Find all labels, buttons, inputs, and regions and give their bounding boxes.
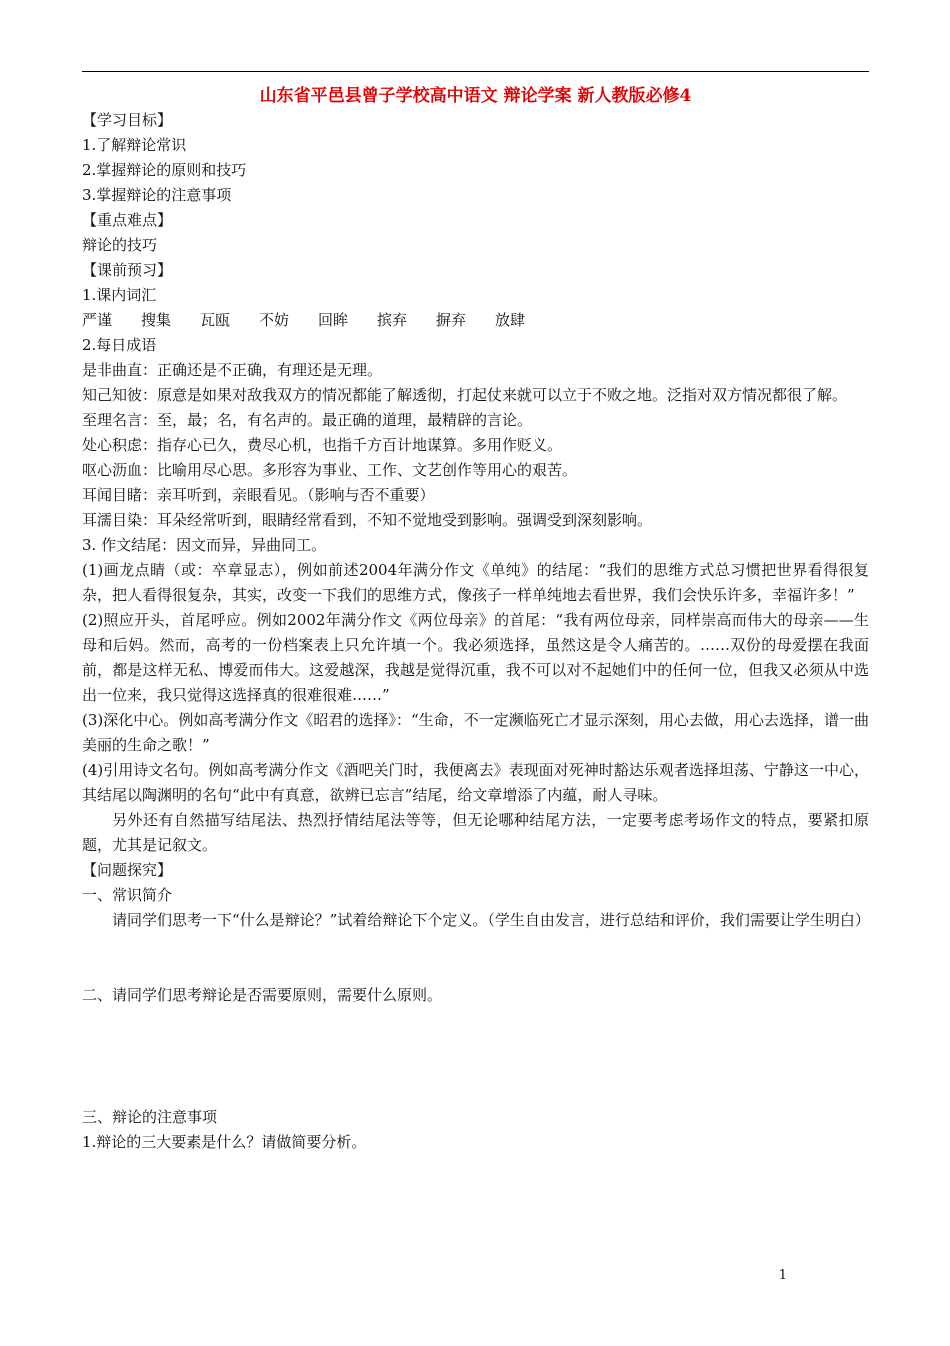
idiom-entry: 知己知彼：原意是如果对敌我双方的情况都能了解透彻，打起仗来就可以立于不败之地。泛指对双方情况都很了解。 — [82, 386, 848, 404]
key-header: 【重点难点】 — [82, 211, 173, 229]
vocab-word: 不妨 — [259, 311, 290, 329]
document-body — [82, 108, 869, 1155]
idiom-entry: 耳濡目染：耳朵经常听到，眼睛经常看到，不知不觉地受到影响。强调受到深刻影响。 — [82, 511, 653, 529]
idioms-title: 2.每日成语 — [82, 336, 157, 354]
document-page — [82, 0, 869, 1346]
ending-item: (2)照应开头，首尾呼应。例如2002年满分作文《两位母亲》的首尾：“我有两位母亲，同样崇高而伟大的母亲——生母和后妈。然而，高考的一份档案表上只允许填一个。我必须选择，虽然这是令人痛苦的。……双份的母爱摆在我面前，都是这样无私、博爱而伟大。这爱越深，我越是觉得沉重，我不可以对不起她们中的任何一位，但我又必须从中选出一位来，我只觉得这选择真的很难很难……” — [82, 611, 869, 704]
idiom-entry: 处心积虑：指存心已久，费尽心机，也指千方百计地谋算。多用作贬义。 — [82, 436, 563, 454]
vocab-word: 严谨 — [82, 311, 113, 329]
part1-body: 请同学们思考一下“什么是辩论？”试着给辩论下个定义。（学生自由发言，进行总结和评价，我们需要让学生明白） — [112, 911, 870, 929]
part3-title: 三、辩论的注意事项 — [82, 1108, 218, 1126]
key-text: 辩论的技巧 — [82, 236, 158, 254]
page-number: 1 — [778, 1268, 787, 1283]
goal-item: 1.了解辩论常识 — [82, 136, 187, 154]
preview-header: 【课前预习】 — [82, 261, 173, 279]
vocab-word: 搜集 — [141, 311, 172, 329]
vocab-word: 放肆 — [495, 311, 526, 329]
vocab-list — [82, 308, 869, 333]
idiom-entry: 呕心沥血：比喻用尽心思。多形容为事业、工作、文艺创作等用心的艰苦。 — [82, 461, 578, 479]
vocab-title: 1.课内词汇 — [82, 286, 157, 304]
answer-space — [82, 933, 869, 983]
vocab-word: 摈弃 — [377, 311, 408, 329]
ending-note: 另外还有自然描写结尾法、热烈抒情结尾法等等，但无论哪种结尾方法，一定要考虑考场作文的特点，要紧扣原题，尤其是记叙文。 — [82, 811, 869, 854]
part2-title: 二、请同学们思考辩论是否需要原则，需要什么原则。 — [82, 986, 443, 1004]
document-title: 山东省平邑县曾子学校高中语文 辩论学案 新人教版必修4 — [259, 86, 692, 106]
idiom-entry: 至理名言：至，最；名，有名声的。最正确的道理，最精辟的言论。 — [82, 411, 533, 429]
vocab-word: 摒弃 — [436, 311, 467, 329]
header-rule — [82, 71, 869, 72]
part1-title: 一、常识简介 — [82, 886, 173, 904]
ending-item: (1)画龙点睛（或：卒章显志），例如前述2004年满分作文《单纯》的结尾：“我们的思维方式总习惯把世界看得很复杂，把人看得很复杂，其实，改变一下我们的思维方式，像孩子一样单纯地去看世界，我们会快乐许多，幸福许多！” — [82, 561, 869, 604]
inquiry-header: 【问题探究】 — [82, 861, 173, 879]
ending-title: 3. 作文结尾：因文而异，异曲同工。 — [82, 536, 327, 554]
goal-item: 2.掌握辩论的原则和技巧 — [82, 161, 247, 179]
goals-header: 【学习目标】 — [82, 111, 173, 129]
ending-item: (4)引用诗文名句。例如高考满分作文《酒吧关门时，我便离去》表现面对死神时豁达乐观者选择坦荡、宁静这一中心，其结尾以陶渊明的名句“此中有真意，欲辨已忘言”结尾，给文章增添了内蕴，耐人寻味。 — [82, 761, 869, 804]
part3-question: 1.辩论的三大要素是什么？请做简要分析。 — [82, 1133, 367, 1151]
ending-item: (3)深化中心。例如高考满分作文《昭君的选择》：“生命，不一定濒临死亡才显示深刻，用心去做，用心去选择，谱一曲美丽的生命之歌！” — [82, 711, 869, 754]
vocab-word: 瓦瓯 — [200, 311, 231, 329]
vocab-word: 回眸 — [318, 311, 349, 329]
idiom-entry: 耳闻目睹：亲耳听到，亲眼看见。（影响与否不重要） — [82, 486, 435, 504]
answer-space — [82, 1008, 869, 1105]
idiom-entry: 是非曲直：正确还是不正确，有理还是无理。 — [82, 361, 383, 379]
goal-item: 3.掌握辩论的注意事项 — [82, 186, 232, 204]
